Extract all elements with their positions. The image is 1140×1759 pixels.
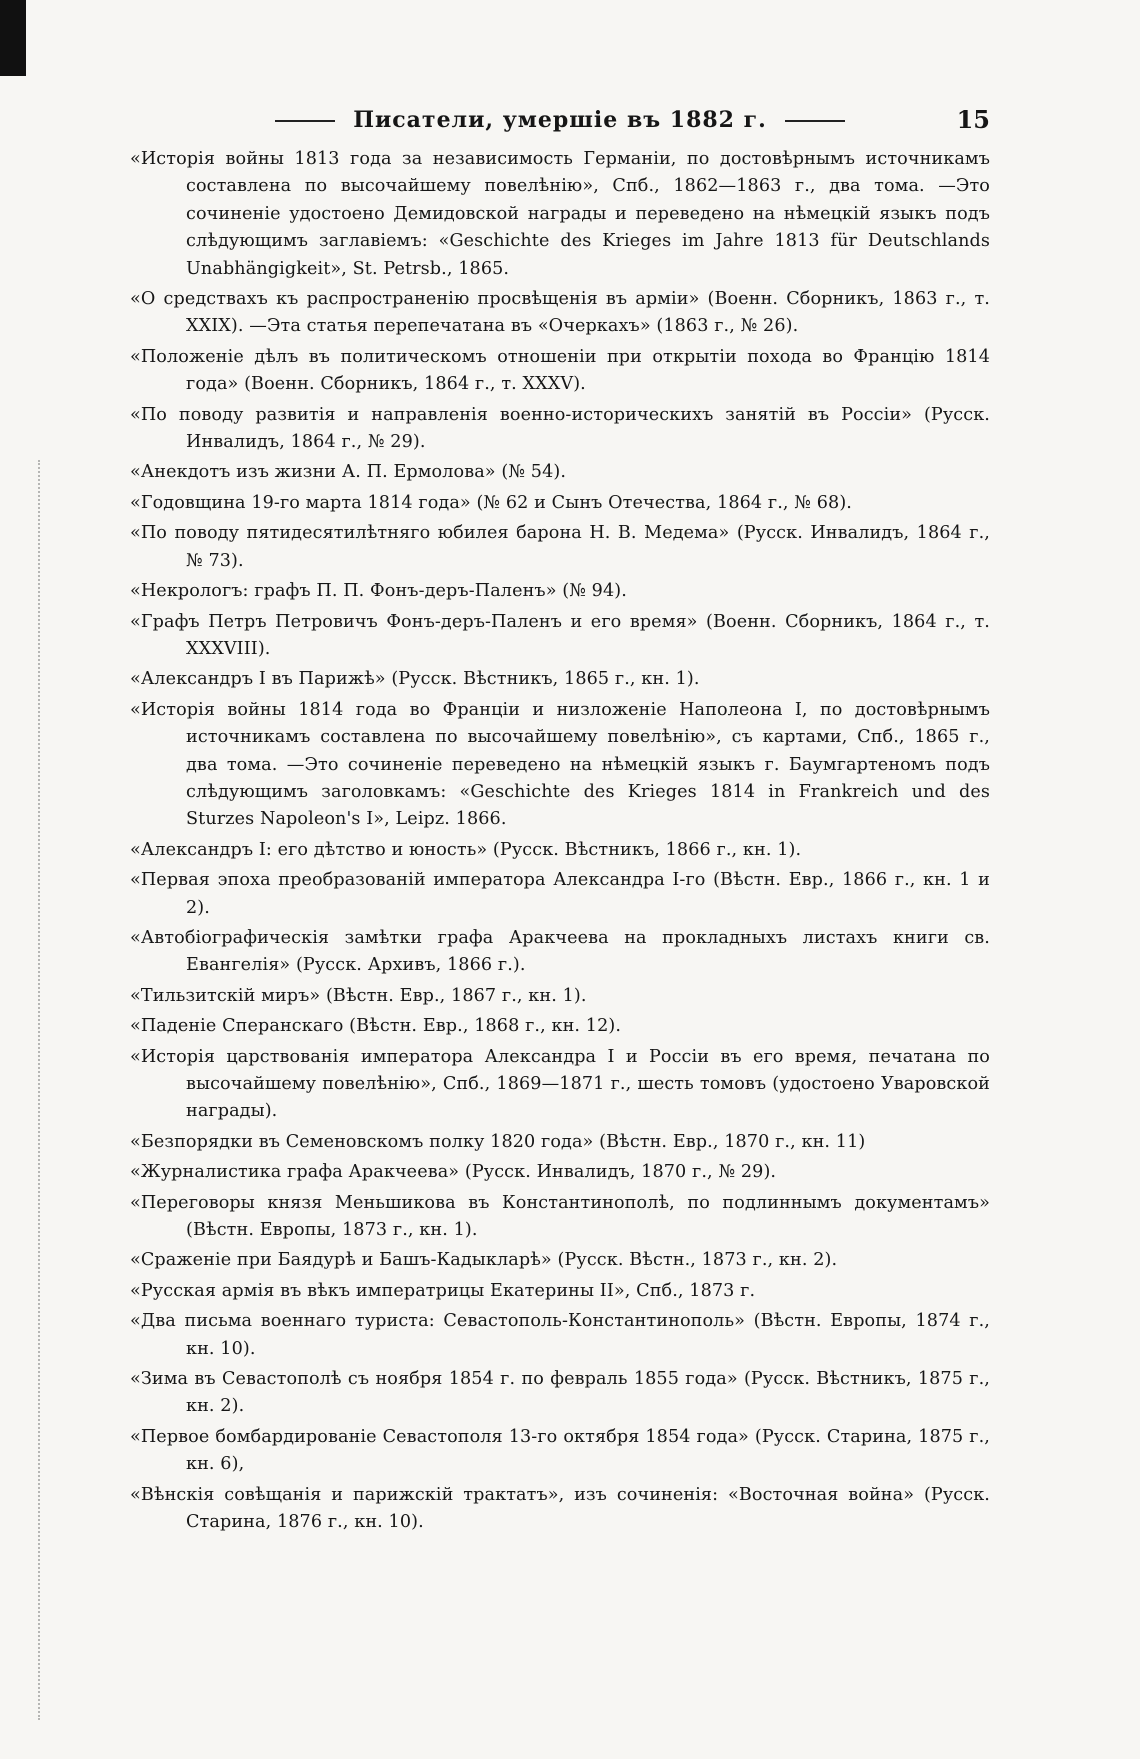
bibliography-entry: «Автобiографическiя замѣтки графа Аракчеева на прокладныхъ листахъ книги св. Евангелiя» (Русск. Архивъ, 1866 г.).: [130, 927, 990, 976]
bibliography-entry: «О средствахъ къ распространенiю просвѣщенiя въ армiи» (Военн. Сборникъ, 1863 г., т. XXIX). —Эта статья перепечатана въ «Очеркахъ» (1863 г., № 26).: [130, 289, 990, 337]
bibliography-entry: «Журналистика графа Аракчеева» (Русск. Инвалидъ, 1870 г., № 29).: [130, 1162, 777, 1183]
bibliography-entry: «Исторiя войны 1813 года за независимость Германiи, по достовѣрнымъ источникамъ составлена по высочайшему повелѣнiю», Спб., 1862—1863 г., два тома. —Это сочиненiе удостоено Демидовской награды и переведено на нѣмецкiй языкъ подъ слѣдующимъ заглавiемъ: «Geschichte des Krieges im Jahre 1813 für Deutschlands Unabhängigkeit», St. Petrsb., 1865.: [130, 149, 990, 279]
bibliography-entry: «Сраженiе при Баядурѣ и Башъ-Кадыкларѣ» (Русск. Вѣстн., 1873 г., кн. 2).: [130, 1250, 838, 1271]
bibliography-entry: «По поводу развитiя и направленiя военно-историческихъ занятiй въ Россiи» (Русск. Инвалидъ, 1864 г., № 29).: [130, 404, 990, 453]
bibliography-list: [130, 146, 990, 1537]
margin-marks: [38, 460, 46, 1720]
header-title: [130, 100, 990, 140]
scan-edge-mark: [0, 0, 26, 76]
bibliography-entry: «Некрологъ: графъ П. П. Фонъ-деръ-Паленъ» (№ 94).: [130, 581, 627, 602]
bibliography-entry: «Графъ Петръ Петровичъ Фонъ-деръ-Паленъ и его время» (Военн. Сборникъ, 1864 г., т. XXXVIII).: [130, 611, 990, 659]
bibliography-entry: «Анекдотъ изъ жизни А. П. Ермолова» (№ 54).: [130, 462, 567, 483]
running-header: [130, 100, 990, 140]
document-page: [130, 100, 990, 1540]
bibliography-entry: «Исторiя царствованiя императора Александра I и Россiи въ его время, печатана по высочайшему повелѣнiю», Спб., 1869—1871 г., шесть томовъ (удостоено Уваровской награды).: [130, 1046, 990, 1122]
bibliography-entry: «Безпорядки въ Семеновскомъ полку 1820 года» (Вѣстн. Евр., 1870 г., кн. 11): [130, 1131, 866, 1152]
bibliography-entry: «Первая эпоха преобразованiй императора Александра I-го (Вѣстн. Евр., 1866 г., кн. 1 и 2).: [130, 870, 990, 918]
bibliography-entry: «Годовщина 19-го марта 1814 года» (№ 62 и Сынъ Отечества, 1864 г., № 68).: [130, 492, 852, 513]
bibliography-entry: «Русская армiя въ вѣкъ императрицы Екатерины II», Спб., 1873 г.: [130, 1280, 756, 1301]
bibliography-entry: «Положенiе дѣлъ въ политическомъ отношенiи при открытiи похода во Францiю 1814 года» (Военн. Сборникъ, 1864 г., т. XXXV).: [130, 346, 990, 395]
bibliography-entry: «Паденiе Сперанскаго (Вѣстн. Евр., 1868 г., кн. 12).: [130, 1016, 622, 1037]
bibliography-entry: «Вѣнскiя совѣщанiя и парижскiй трактатъ», изъ сочиненiя: «Восточная война» (Русск. Старина, 1876 г., кн. 10).: [130, 1484, 990, 1533]
bibliography-entry: «Зима въ Севастополѣ съ ноября 1854 г. по февраль 1855 года» (Русск. Вѣстникъ, 1875 г., кн. 2).: [130, 1369, 990, 1417]
bibliography-entry: «Два письма военнаго туриста: Севастополь-Константинополь» (Вѣстн. Европы, 1874 г., кн. 10).: [130, 1311, 990, 1359]
bibliography-entry: «По поводу пятидесятилѣтняго юбилея барона Н. В. Медема» (Русск. Инвалидъ, 1864 г., № 73).: [130, 523, 990, 571]
bibliography-entry: «Исторiя войны 1814 года во Францiи и низложенiе Наполеона I, по достовѣрнымъ источникамъ составлена по высочайшему повелѣнiю», съ картами, Спб., 1865 г., два тома. —Это сочиненiе переведено на нѣмецкiй языкъ г. Баумгартеномъ подъ слѣдующимъ заголовкамъ: «Geschichte des Krieges 1814 in Frankreich und des Sturzes Napoleon's I», Leipz. 1866.: [130, 699, 990, 830]
bibliography-entry: «Переговоры князя Меньшикова въ Константинополѣ, по подлиннымъ документамъ» (Вѣстн. Европы, 1873 г., кн. 1).: [130, 1192, 990, 1241]
bibliography-entry: «Александръ I: его дѣтство и юность» (Русск. Вѣстникъ, 1866 г., кн. 1).: [130, 839, 802, 860]
page-number: 15: [956, 105, 990, 134]
bibliography-entry: «Тильзитскiй миръ» (Вѣстн. Евр., 1867 г., кн. 1).: [130, 985, 587, 1006]
bibliography-entry: «Первое бомбардированiе Севастополя 13-го октября 1854 года» (Русск. Старина, 1875 г., кн. 6),: [130, 1426, 990, 1475]
header-title-text: Писатели, умершiе въ 1882 г.: [353, 107, 767, 133]
bibliography-entry: «Александръ I въ Парижѣ» (Русск. Вѣстникъ, 1865 г., кн. 1).: [130, 669, 700, 690]
